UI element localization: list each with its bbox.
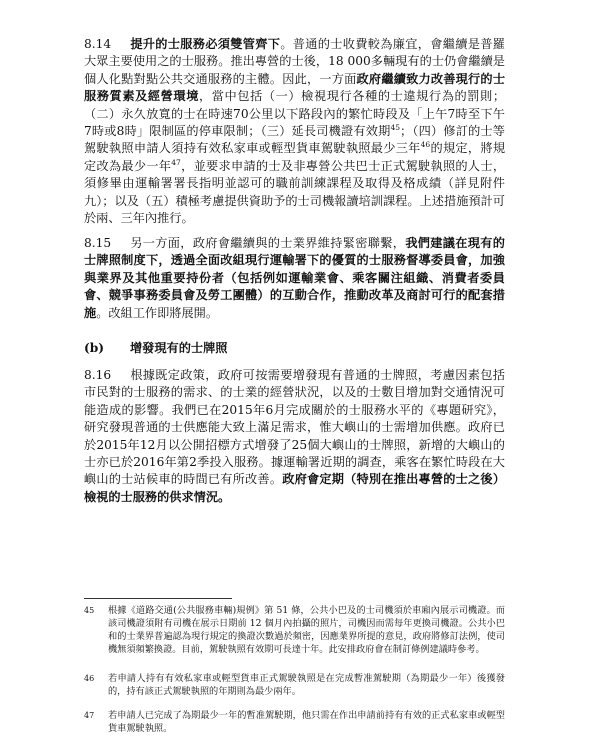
paragraph-number: 8.16 [84, 368, 112, 382]
body-text: 根據既定政策，政府可按需要增發現有普通的士牌照，考慮因素包括市民對的士服務的需求、的士業的經營狀況，以及的士數目增加對交通情況可能造成的影響。我們已在2015年6月完成關於的士服務水平的《專題研究》，研究發現普通的士供應能大致上滿足需求，惟大嶼山的士需增加供應。政府已於2015年12月以公開招標方式增發了25個大嶼山的士牌照，新增的大嶼山的士亦已於2016年第2季投入服務。據運輸署近期的調查，乘客在繁忙時段在大嶼山的士站候車的時間已有所改善。 [84, 368, 505, 487]
footnote-number: 47 [84, 711, 95, 720]
footnote-text: 若申請人已完成了為期最少一年的暫准駕駛期，他只需在作出申請前持有有效的正式私家車或輕型貨車駕駛執照。 [108, 710, 505, 734]
paragraph-8-15 [84, 235, 505, 322]
section-label: (b) [84, 341, 105, 355]
body-text: ，並要求申請的士及非專營公共巴士正式駕駛執照的人士，須修畢由運輸署署長指明並認可的職前訓練課程及取得及格成績（詳見附件九）；以及（五）積極考慮提供資助予的士司機報讀培訓課程。上述措施預計可於兩、三年內推行。 [84, 158, 506, 226]
footnote-number: 46 [84, 674, 95, 683]
footnote-ref-47[interactable]: 47 [171, 157, 181, 167]
body-text: 的規定，將規定改為最少一年 [84, 141, 506, 173]
body-text: 另一方面，政府會繼續與的士業界維持緊密聯繫， [130, 236, 406, 250]
footnote-number: 45 [84, 606, 95, 615]
paragraph-8-16 [84, 367, 505, 506]
section-title: 增發現有的士牌照 [130, 341, 228, 355]
bold-text: 我們建議在現有的士牌照制度下，透過全面改組現行運輸署下的優質的士服務督導委員會，加強與業界及其他重要持份者（包括例如運輸業會、乘客關注組織、消費者委員會、競爭事務委員會及勞工團體）的互動合作，推動改革及商討可行的配套措施 [84, 236, 505, 320]
paragraph-number: 8.15 [84, 236, 112, 250]
footnote-ref-46[interactable]: 46 [420, 140, 431, 150]
body-text: ；（四）修訂的士等駕駛執照申請人須持有效私家車或輕型貨車駕駛執照最少三年 [84, 124, 505, 156]
footnote-47 [84, 709, 505, 735]
footnote-46 [84, 672, 505, 698]
footnote-45 [84, 604, 505, 656]
footnote-ref-45[interactable]: 45 [390, 122, 400, 132]
footnote-text: 若申請人持有有效私家車或輕型貨車正式駕駛執照是在完成暫准駕駛期（為期最少一年）後獲發的，持有該正式駕駛執照的年期則為最少兩年。 [108, 673, 505, 697]
bold-heading-text: 提升的士服務必須雙管齊下 [130, 37, 281, 51]
section-heading-b [84, 340, 228, 357]
footnote-separator [84, 598, 232, 599]
body-text: 。普通的士收費較為廉宜，會繼續是普羅大眾主要使用之的士服務。推出專營的士後，18 000多輛現有的士仍會繼續是個人化點對點公共交通服務的主體。因此，一方面 [84, 37, 505, 86]
paragraph-number: 8.14 [84, 37, 112, 51]
bold-text: 政府會定期（特別在推出專營的士之後）檢視的士服務的供求情況。 [84, 472, 506, 504]
body-text: ，當中包括（一）檢視現行各種的士違規行為的罰則；（二）永久放寬的士在時速70公里以下路段內的繁忙時段及「上午7時至下午7時或8時」限制區的停車限制；（三）延長司機證有效期 [84, 89, 506, 139]
bold-text: 政府繼續致力改善現行的士服務質素及經營環境 [84, 71, 506, 104]
body-text: 。改組工作即將展開。 [96, 305, 219, 320]
paragraph-8-14 [84, 36, 505, 227]
footnote-text: 根據《道路交通(公共服務車輛)規例》第 51 條，公共小巴及的士司機須於車廂內展示司機證。而該司機證須附有司機在展示日期前 12 個月內拍攝的照片，司機因而需每年更換司機證。公共小巴和的士業界普遍認為現行規定的換證次數過於頻密，因應業界所提的意見，政府將修訂法例，使司機無須頻繁換證。目前，駕駛執照有效期可長達十年。此安排政府會在制訂條例建議時參考。 [108, 605, 505, 655]
